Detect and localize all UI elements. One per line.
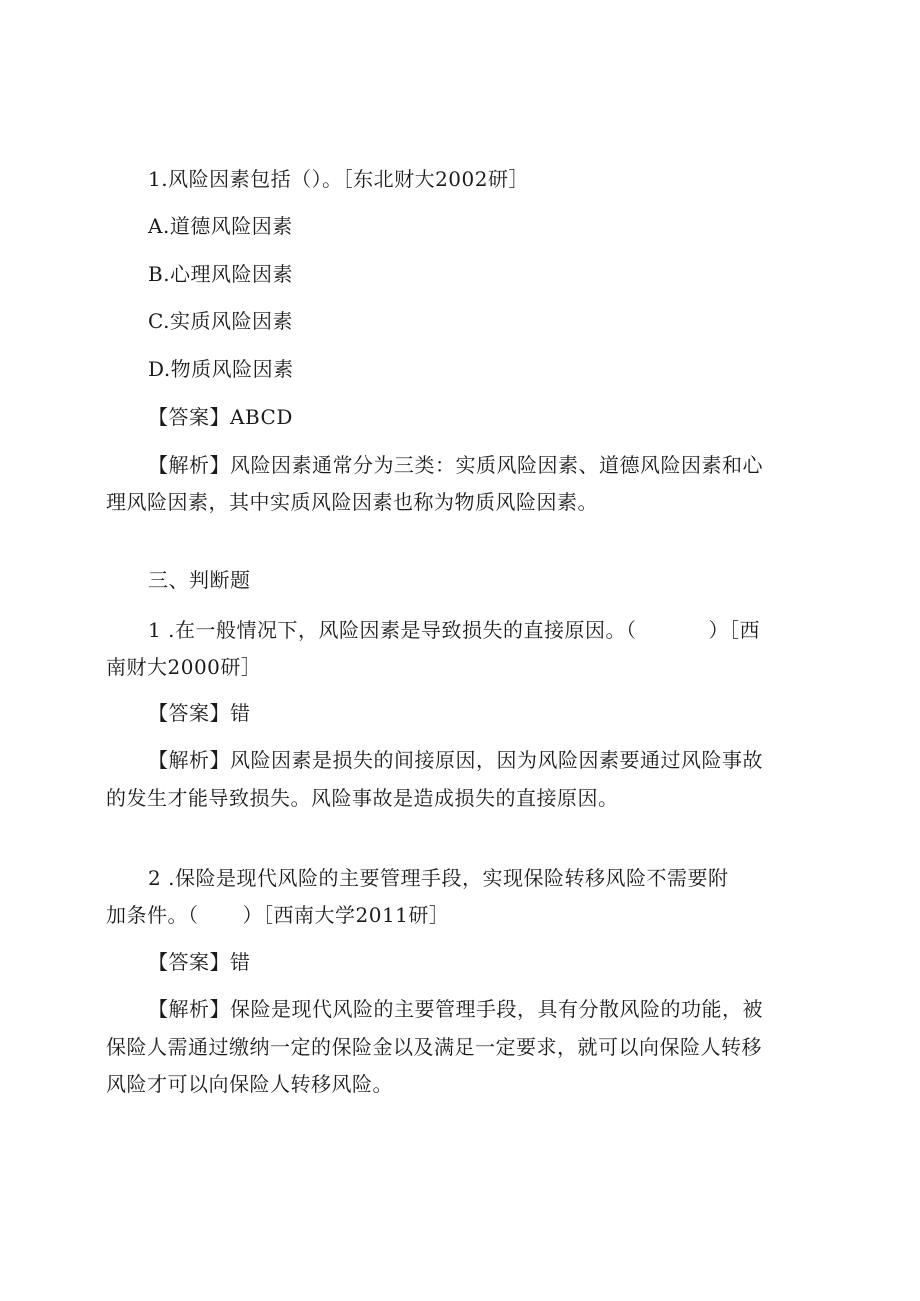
analysis-line: 【解析】风险因素是损失的间接原因，因为风险因素要通过风险事故 [148, 748, 763, 772]
analysis-line: 【解析】保险是现代风险的主要管理手段，具有分散风险的功能，被 [148, 997, 763, 1021]
question-stem [148, 618, 760, 642]
analysis-line: 风险才可以向保险人转移风险。 [106, 1072, 393, 1096]
analysis-line: 的发生才能导致损失。风险事故是造成损失的直接原因。 [106, 786, 619, 810]
question-stem: 1.风险因素包括（）。［东北财大2002研］ [148, 167, 529, 191]
option-c: C.实质风险因素 [148, 309, 293, 333]
answer-label: 【答案】ABCD [148, 405, 293, 429]
option-d: D.物质风险因素 [148, 357, 294, 381]
question-stem-text: 1 .在一般情况下，风险因素是导致损失的直接原因。（ [148, 618, 637, 642]
question-stem-continued [106, 903, 449, 927]
question-source: ）［西 [708, 618, 760, 642]
analysis-line: 【解析】风险因素通常分为三类：实质风险因素、道德风险因素和心 [148, 453, 763, 477]
option-b: B.心理风险因素 [148, 262, 294, 286]
question-stem-text: 加条件。（ [106, 903, 199, 927]
question-stem: 2 .保险是现代风险的主要管理手段，实现保险转移风险不需要附 [148, 866, 729, 890]
question-source: ）［西南大学2011研］ [242, 903, 450, 927]
section-title: 三、判断题 [148, 568, 251, 592]
answer-label: 【答案】错 [148, 950, 251, 974]
question-stem-continued: 南财大2000研］ [106, 655, 262, 679]
analysis-line: 理风险因素，其中实质风险因素也称为物质风险因素。 [106, 490, 598, 514]
option-a: A.道德风险因素 [148, 214, 293, 238]
answer-label: 【答案】错 [148, 701, 251, 725]
analysis-line: 保险人需通过缴纳一定的保险金以及满足一定要求，就可以向保险人转移 [106, 1035, 762, 1059]
